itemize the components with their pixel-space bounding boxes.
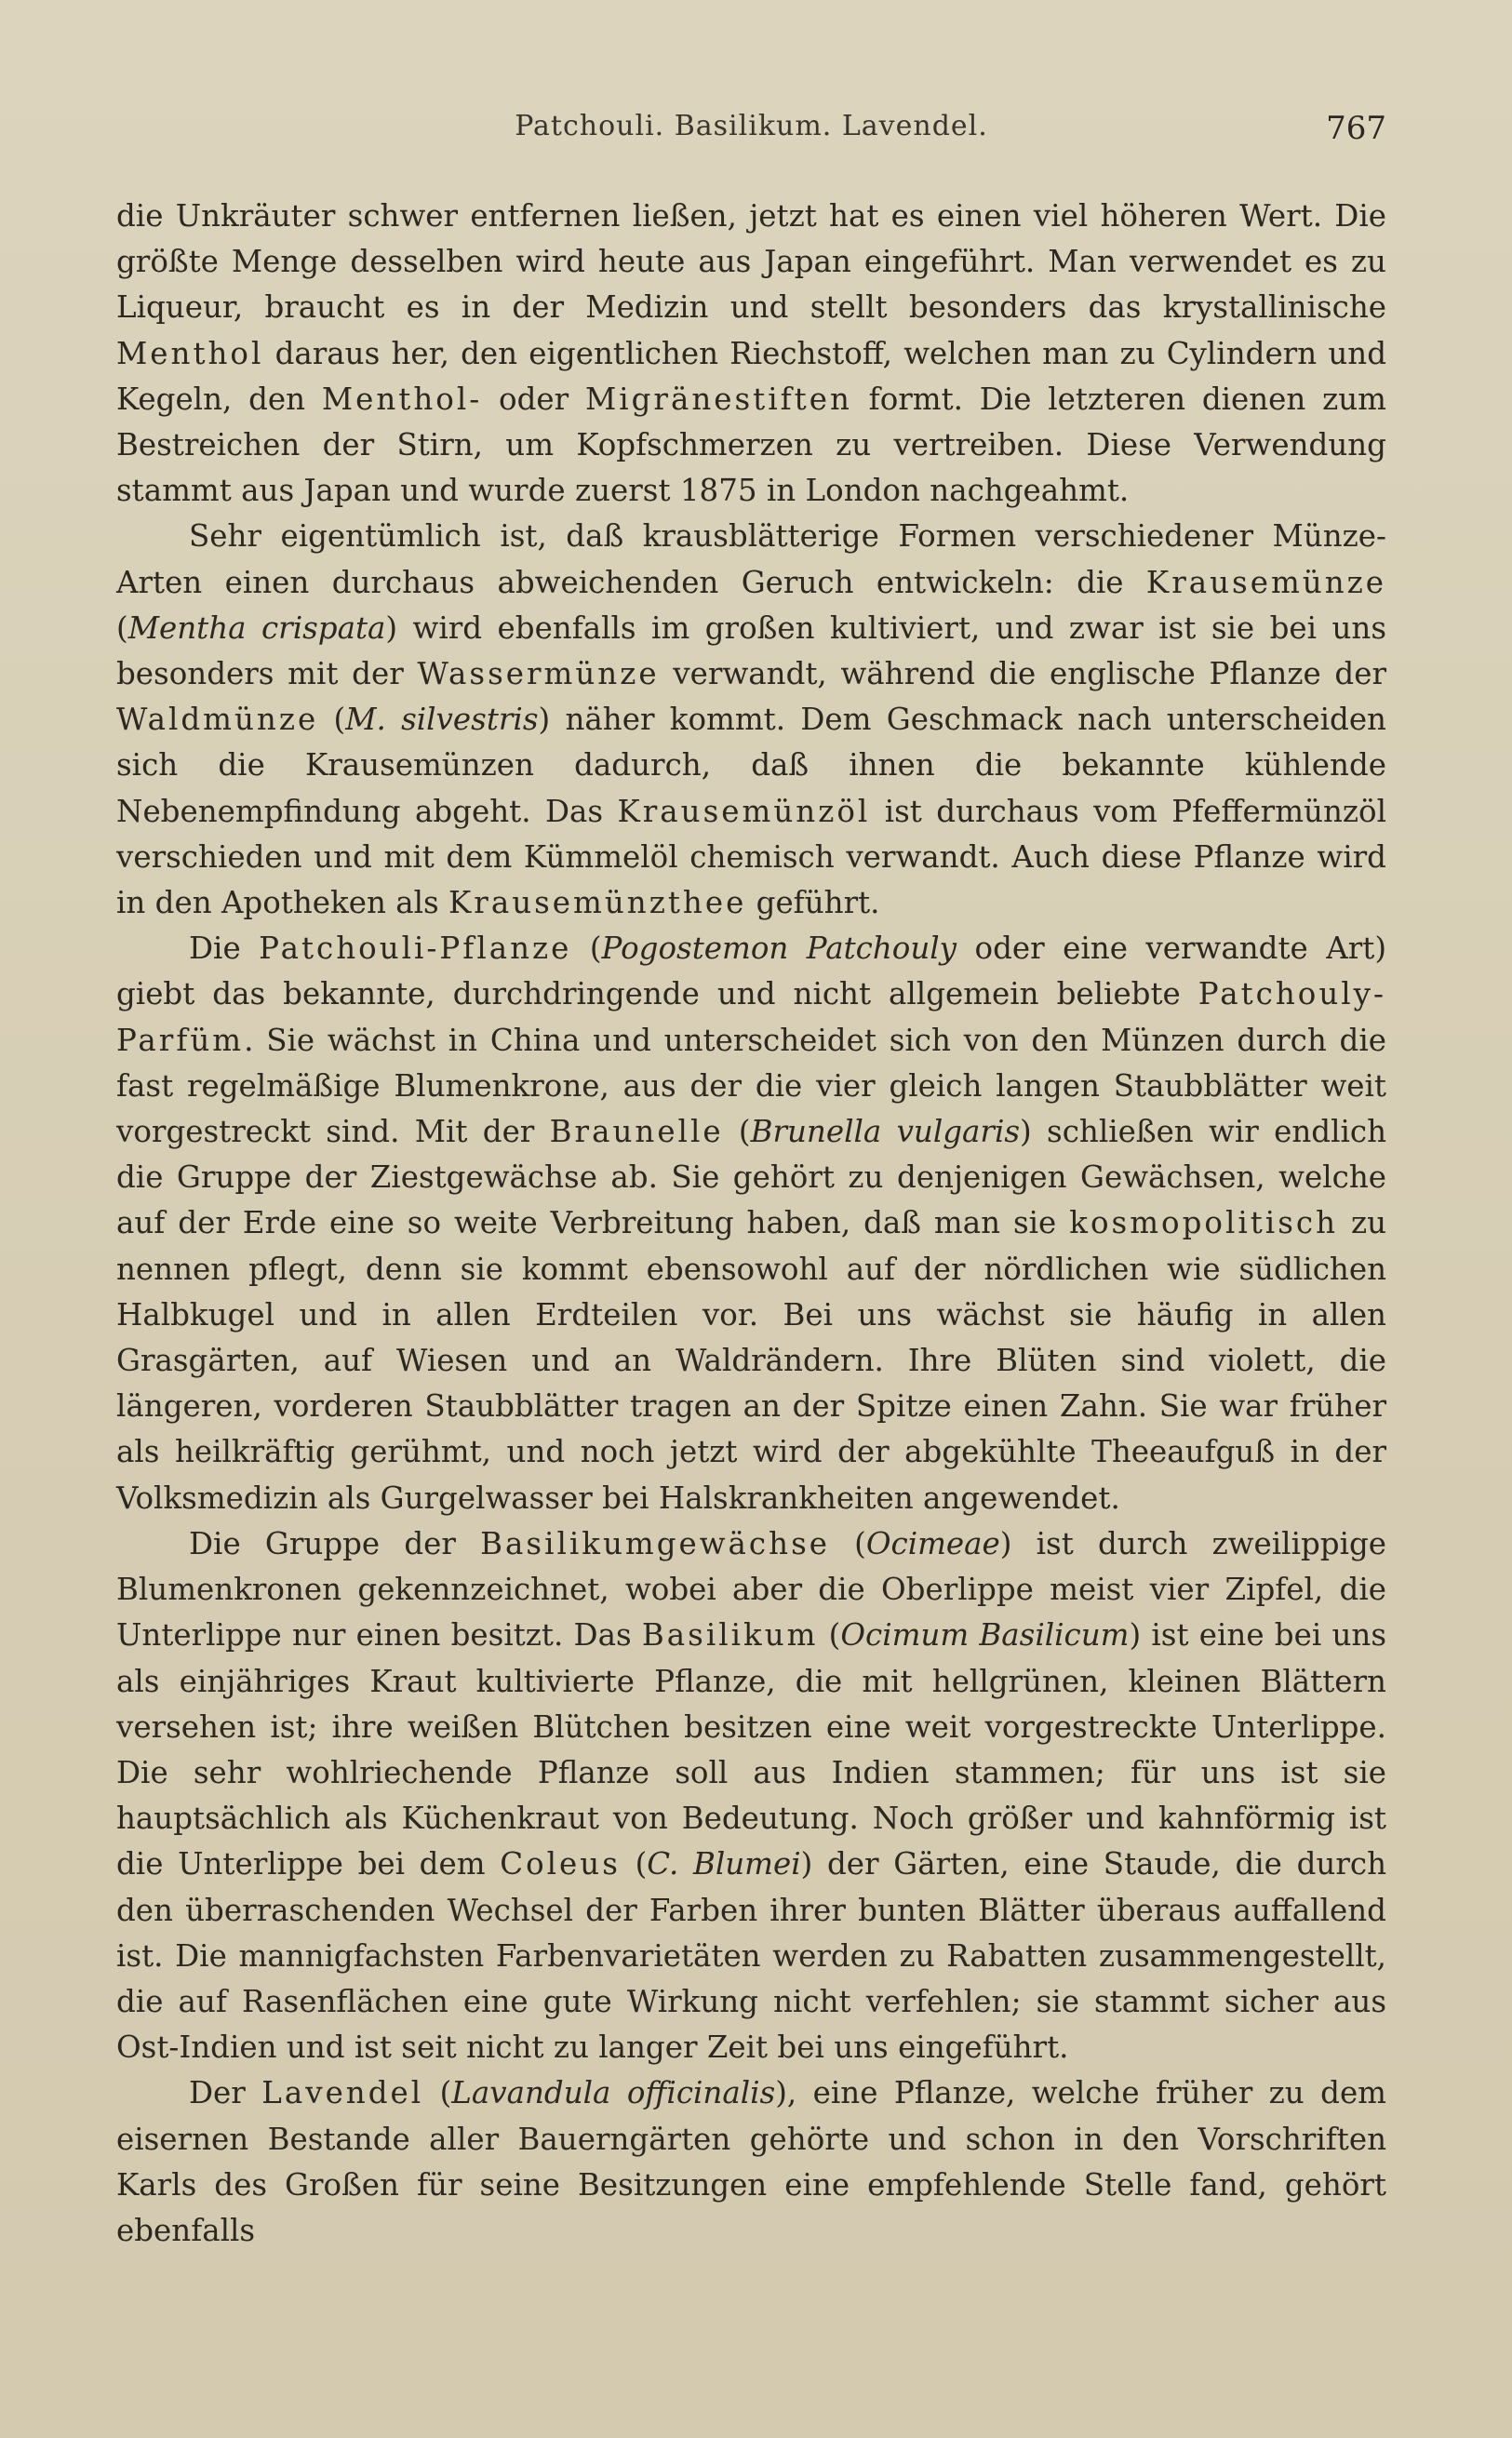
italic-term: Lavandula officinalis bbox=[451, 2075, 776, 2111]
text-run: daraus her, den eigentlichen Riechstoff, welchen man zu Cylindern und Kegeln, den bbox=[116, 335, 1386, 417]
paragraph bbox=[116, 1521, 1386, 2070]
italic-term: Mentha crispata bbox=[127, 610, 386, 646]
text-run: . Sie wächst in China und unterscheidet sich von den Münzen durch die fast regelmäßige Blumenkrone, aus der die vier gleich langen Staubblätter weit vorgestreckt sind. Mit der bbox=[116, 1022, 1386, 1150]
text-run: ( bbox=[620, 1846, 648, 1882]
text-run: ) ist durch zweilippige Blumenkronen gekennzeichnet, wobei aber die Oberlippe meist vier Zipfel, die Unterlippe nur einen besitzt. Das bbox=[116, 1525, 1387, 1654]
text-run: ) näher kommt. Dem Geschmack nach unterscheiden sich die Krausemünzen dadurch, daß ihnen die bekannte kühlende Nebenempfindung abgeht. Das bbox=[116, 702, 1386, 829]
text-run: Der bbox=[189, 2075, 262, 2111]
text-run: ( bbox=[818, 1617, 841, 1654]
spaced-term: Menthol- bbox=[321, 381, 483, 417]
spaced-term: Patchouly-Parfüm bbox=[116, 976, 1386, 1058]
text-run: ( bbox=[116, 610, 128, 646]
paragraph bbox=[116, 2070, 1386, 2254]
body-text bbox=[116, 194, 1386, 2254]
spaced-term: Lavendel bbox=[261, 2075, 424, 2111]
spaced-term: Basilikum bbox=[641, 1617, 819, 1654]
text-run: Sehr eigentümlich ist, daß krausblätterige Formen verschiedener Münze-Arten einen durchaus abweichenden Geruch entwickeln: die bbox=[116, 518, 1386, 600]
text-run: ist durchaus vom Pfeffermünzöl verschieden und mit dem Kümmelöl chemisch verwandt. Auch diese Pflanze wird in den Apotheken als bbox=[116, 793, 1386, 921]
text-run: die Unkräuter schwer entfernen ließen, jetzt hat es einen viel höheren Wert. Die größte Menge desselben wird heute aus Japan eingeführt. Man verwendet es zu Liqueur, braucht es in der Medizin und stellt besonders das krystallinische bbox=[116, 198, 1386, 326]
spaced-term: Waldmünze bbox=[116, 702, 319, 738]
spaced-term: Migränestiften bbox=[584, 381, 852, 417]
text-run: ) wird ebenfalls im großen kultiviert, und zwar ist sie bei uns besonders mit der bbox=[116, 610, 1386, 692]
spaced-term: Coleus bbox=[500, 1846, 621, 1882]
running-title: Patchouli. Basilikum. Lavendel. bbox=[515, 110, 988, 142]
spaced-term: Braunelle bbox=[549, 1114, 724, 1150]
text-run: Die Gruppe der bbox=[189, 1525, 481, 1561]
spaced-term: kosmopolitisch bbox=[1069, 1205, 1338, 1241]
page-number: 767 bbox=[1326, 110, 1386, 147]
text-run: oder bbox=[482, 381, 585, 417]
text-run: ) der Gärten, eine Staude, die durch den überraschenden Wechsel der Farben ihrer bunten Blätter überaus auffallend ist. Die mannigfachsten Farbenvarietäten werden zu Rabatten zusammengestellt, die auf Rasenflächen eine gute Wirkung nicht verfehlen; sie stammt sicher aus Ost-Indien und ist seit nicht zu langer Zeit bei uns eingeführt. bbox=[116, 1846, 1386, 2066]
spaced-term: Krausemünze bbox=[1145, 564, 1386, 600]
text-run: ( bbox=[318, 702, 346, 738]
italic-term: M. silvestris bbox=[345, 702, 539, 738]
text-run: ( bbox=[723, 1114, 751, 1150]
text-run: ( bbox=[423, 2075, 452, 2111]
spaced-term: Krausemünzthee bbox=[448, 885, 747, 921]
text-run: oder eine verwandte Art) giebt das bekannte, durchdringende und nicht allgemein beliebte bbox=[116, 931, 1387, 1012]
text-run: zu nennen pflegt, denn sie kommt ebensowohl auf der nördlichen wie südlichen Halbkugel und in allen Erdteilen vor. Bei uns wächst sie häufig in allen Grasgärten, auf Wiesen und an Waldrändern. Ihre Blüten sind violett, die längeren, vorderen Staubblätter tragen an der Spitze einen Zahn. Sie war früher als heilkräftig gerühmt, und noch jetzt wird der abgekühlte Theeaufguß in der Volksmedizin als Gurgelwasser bei Halskrankheiten angewendet. bbox=[116, 1205, 1386, 1516]
text-run: ( bbox=[571, 931, 602, 967]
text-run: ) ist eine bei uns als einjähriges Kraut kultivierte Pflanze, die mit hellgrünen, kleinen Blättern versehen ist; ihre weißen Blütchen besitzen eine weit vorgestreckte Unterlippe. Die sehr wohlriechende Pflanze soll aus Indien stammen; für uns ist sie hauptsächlich als Küchenkraut von Bedeutung. Noch größer und kahnförmig ist die Unterlippe bei dem bbox=[116, 1617, 1387, 1882]
text-run: ( bbox=[829, 1525, 866, 1561]
italic-term: Ocimeae bbox=[865, 1525, 1000, 1561]
spaced-term: Krausemünzöl bbox=[617, 793, 871, 829]
text-run: formt. Die letzteren dienen zum Bestreichen der Stirn, um Kopfschmerzen zu vertreiben. Diese Verwendung stammt aus Japan und wurde zuerst 1875 in London nachgeahmt. bbox=[116, 381, 1386, 509]
spaced-term: Wassermünze bbox=[417, 656, 660, 692]
page-header bbox=[116, 110, 1386, 156]
spaced-term: Patchouli-Pflanze bbox=[259, 931, 572, 967]
italic-term: Pogostemon Patchouly bbox=[601, 931, 957, 967]
text-run: ), eine Pflanze, welche früher zu dem eisernen Bestande aller Bauerngärten gehörte und schon in den Vorschriften Karls des Großen für seine Besitzungen eine empfehlende Stelle fand, gehört ebenfalls bbox=[116, 2075, 1386, 2248]
italic-term: C. Blumei bbox=[647, 1846, 801, 1882]
paragraph bbox=[116, 514, 1386, 926]
text-run: ) schließen wir endlich die Gruppe der Ziestgewächse ab. Sie gehört zu denjenigen Gewächsen, welche auf der Erde eine so weite Verbreitung haben, daß man sie bbox=[116, 1114, 1386, 1241]
italic-term: Ocimum Basilicum bbox=[840, 1617, 1130, 1654]
paragraph bbox=[116, 926, 1386, 1521]
text-run: verwandt, während die englische Pflanze der bbox=[659, 656, 1386, 692]
paragraph bbox=[116, 194, 1386, 514]
text-run: Die bbox=[189, 931, 260, 967]
italic-term: Brunella vulgaris bbox=[750, 1114, 1021, 1150]
spaced-term: Menthol bbox=[116, 335, 264, 371]
text-run: geführt. bbox=[746, 885, 880, 921]
spaced-term: Basilikumgewächse bbox=[480, 1525, 830, 1561]
